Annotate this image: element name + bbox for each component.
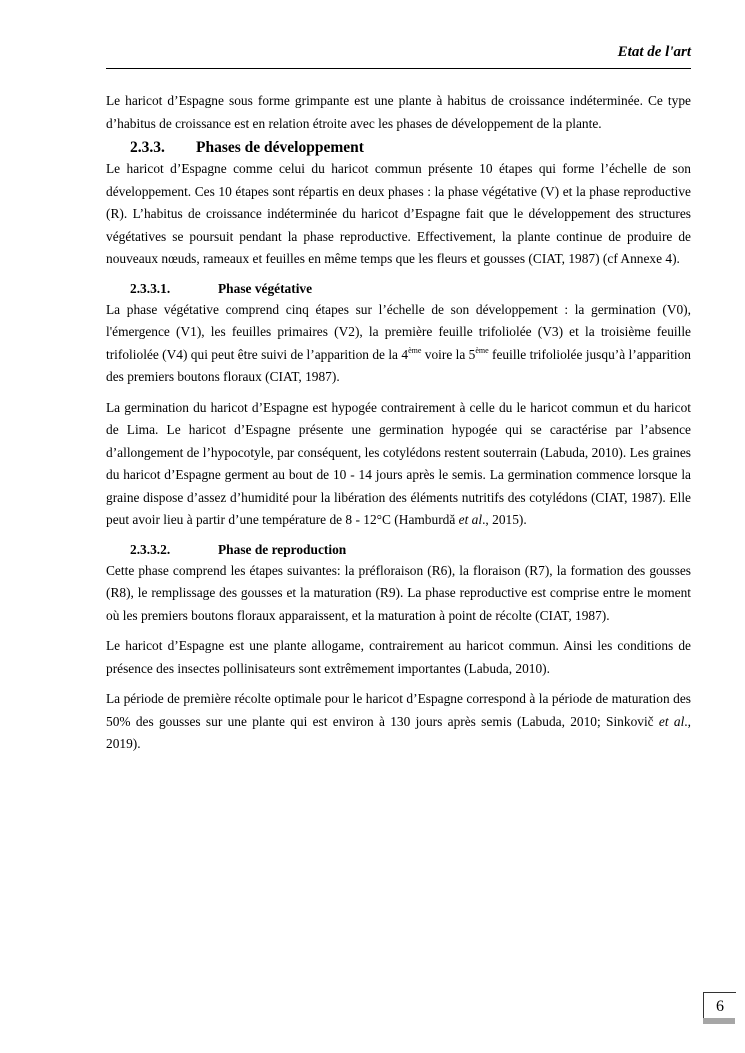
page-body <box>106 90 691 756</box>
section-heading-2-3-3-2 <box>130 540 691 559</box>
vegetative-phase-paragraph: La phase végétative comprend cinq étapes sur l’échelle de son développement : la germination (V0), l'émergence (V1), les feuilles primaires (V2), la première feuille trifoliolée (V3) et la troisième feuille trifoliolée (V4) qui peut être suivi de l’apparition de la 4ème voire la 5ème feuille trifoliolée jusqu’à l’apparition des premiers boutons floraux (CIAT, 1987). <box>106 301 691 384</box>
intro-paragraph: Le haricot d’Espagne sous forme grimpante est une plante à habitus de croissance indéterminée. Ce type d’habitus de croissance est en relation étroite avec les phases de développement de la plante. <box>106 93 691 131</box>
header-rule <box>106 68 691 69</box>
germination-paragraph: La germination du haricot d’Espagne est hypogée contrairement à celle du le haricot commun et du haricot de Lima. Le haricot d’Espagne présente une germination hypogée qui se caractérise par l’absence d’allongement de l’hypocotyle, par conséquent, les cotylédons restent souterrain (Labuda, 2010). Les graines du haricot d’Espagne germent au bout de 10 - 14 jours après le semis. La germination commence lorsque la graine dispose d’assez d’humidité pour la libération des éléments nutritifs des cotylédons (CIAT, 1987). Elle peut avoir lieu à partir d’une température de 8 - 12°C (Hamburdă et al., 2015). <box>106 399 691 527</box>
allogamy-paragraph: Le haricot d’Espagne est une plante allogame, contrairement au haricot commun. Ainsi les conditions de présence des insectes pollinisateurs sont extrêmement importantes (Labuda, 2010). <box>106 638 691 676</box>
section-title: Phases de développement <box>196 139 364 156</box>
harvest-period-paragraph: La période de première récolte optimale pour le haricot d’Espagne correspond à la période de maturation des 50% des gousses sur une plante qui est environ à 130 jours après semis (Labuda, 2010; Sinkovič et al., 2019). <box>106 691 691 751</box>
page-number-bar <box>703 1018 735 1024</box>
superscript-ordinal: ème <box>475 345 489 355</box>
superscript-ordinal: ème <box>408 345 422 355</box>
section-heading-2-3-3-1 <box>130 279 691 298</box>
et-al-italic: et al <box>458 512 483 527</box>
section-number: 2.3.3.1. <box>130 280 171 296</box>
page-number: 6 <box>703 992 736 1019</box>
section-number: 2.3.3.2. <box>130 541 171 557</box>
section-number: 2.3.3. <box>130 139 165 156</box>
running-header-title: Etat de l'art <box>617 44 691 60</box>
section-title: Phase végétative <box>218 280 313 296</box>
section-title: Phase de reproduction <box>218 541 347 557</box>
et-al-italic: et al <box>658 713 685 729</box>
section-heading-2-3-3 <box>130 138 691 158</box>
reproduction-phase-paragraph: Cette phase comprend les étapes suivantes: la préfloraison (R6), la floraison (R7), la formation des gousses (R8), le remplissage des gousses et la maturation (R9). La phase reproductive est comprise entre le moment où les premiers boutons floraux apparaissent, et la maturation à point de récolte (CIAT, 1987). <box>106 562 691 623</box>
development-phases-paragraph: Le haricot d’Espagne comme celui du haricot commun présente 10 étapes qui forme l’échelle de son développement. Ces 10 étapes sont répartis en deux phases : la phase végétative (V) et la phase reproductive (R). L’habitus de croissance indéterminée du haricot d’Espagne fait que le développement des structures végétatives se poursuit pendant la phase reproductive. Effectivement, la plante continue de produire de nouveaux nœuds, rameaux et feuilles en même temps que les fleurs et gousses (CIAT, 1987) (cf Annexe 4). <box>106 161 691 266</box>
